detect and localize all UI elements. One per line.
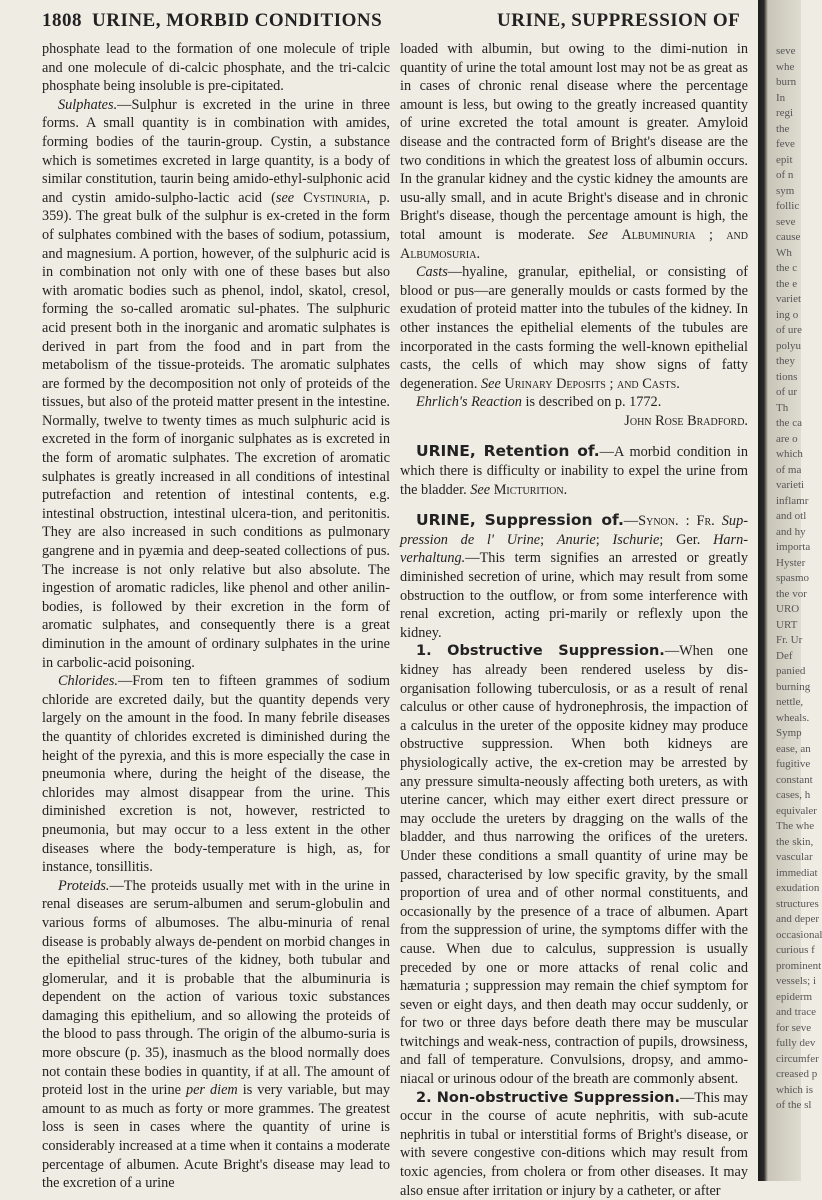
edge-text-fragment: the e [776,277,798,290]
edge-text-fragment: whe [776,60,795,73]
edge-text-fragment: occasional [776,928,822,941]
edge-text-fragment: the [776,122,790,135]
edge-text-fragment: ease, an [776,742,811,755]
cross-reference: Micturition. [493,481,568,498]
edge-text-fragment: which [776,448,803,460]
left-running-title: URINE, MORBID CONDITIONS [92,10,383,31]
edge-text-fragment: for seve [776,1021,812,1034]
edge-text-fragment: fully dev [776,1037,816,1049]
edge-text-fragment: regi [776,107,794,119]
edge-text-fragment: and otl [776,510,807,522]
edge-text-fragment: exudation [776,882,820,894]
edge-text-fragment: wheals. [776,711,810,724]
paragraph-sulphates: Sulphates.—Sulphur is excreted in the urine in three forms. A small quantity is in combination with amides, forming bodies of the taurin-group. Cystin, a substance which is sometimes excreted in large quantity, is a body of similar constitution, taurin being amido-ethyl-sulphonic acid and cystin amido-sulpho-lactic acid (see Cystinuria, p. 359). The great bulk of the sulphur is ex-creted in the form of sulphates combined with the bases of sodium, potassium, and magnesium. A portion, however, of the sulphuric acid is in combination not only with one of these bases but also with aromatic bodies such as phenol, indol, skatol, cresol, forming the so-called aromatic sul-phates. The sulphuric acid present both in the inorganic and aromatic sulphates is derived in part from the food and in part from the metabolism of the tissue-proteids. The aromatic sulphates are formed by the decomposition not only of proteids of the tissues, but also of the proteid matter present in the intestine. Normally, twelve to twenty times as much sulphuric acid is excreted in the form of inorganic sulphates as is excreted in the form of aromatic sulphates. The excretion of aromatic sulphates is greatly increased in all conditions of intestinal putrefaction and retention of intestinal contents, e.g. intestinal obstruction, intestinal ulcera-tion, and peritonitis. They are also increased in such conditions as pulmonary gangrene and in pyæmia and deep-seated collections of pus. The increase is not only relative but also absolute. The ingestion of aromatic radicles, like phenol and other anilin-bodies, is followed by their excretion in the form of aromatic sulphates, and consequently there is a great diminution in the amount of ordinary sulphates in the urine in carbolic-acid poisoning. [42,96,390,671]
author-signature: John Rose Bradford. [624,412,748,429]
cross-reference: Cystinuria [303,189,367,206]
entry-urine-retention: URINE, Retention of.—A morbid condition in which there is difficulty or inability to expel the urine from the bladder. See Micturition. [400,442,748,498]
edge-text-fragment: Wh [776,246,792,259]
edge-text-fragment: and trace [776,1006,816,1018]
edge-text-fragment: and deper [776,913,820,925]
edge-text-fragment: tions [776,370,798,383]
chlorides-heading: Chlorides. [58,673,118,690]
right-column [400,40,748,1200]
edge-text-fragment: epit [776,153,793,166]
edge-text-fragment: URO [776,603,800,615]
edge-text-fragment: Hyster [776,556,806,569]
edge-text-fragment: creased p [776,1068,818,1080]
paragraph-non-obstructive: 2. Non-obstructive Suppression.—This may occur in the course of acute nephritis, with sub-acute nephritis in tubal or interstitial forms of Bright's disease, or with severe congestive con-ditions which may result from toxic agencies, from cholera or from other diseases. It may also ensue after irritation or injury by a catheter, or after [400,1089,749,1199]
edge-text-fragment: curious f [776,944,815,956]
cross-reference: Urinary Deposits ; and Casts. [504,375,680,392]
edge-text-fragment: seve [776,215,796,228]
edge-text-fragment: the vor [776,587,807,600]
edge-text-fragment: Def [776,649,793,662]
edge-text-fragment: of ma [776,463,802,476]
edge-text-fragment: varieti [776,479,805,491]
sulphates-heading: Sulphates. [58,96,118,113]
edge-text-fragment: Symp [776,727,802,739]
edge-text-fragment: the skin, [776,835,814,848]
edge-text-fragment: inflamr [776,494,809,507]
edge-text-fragment: URT [776,618,798,631]
edge-text-fragment: prominent [776,959,822,972]
adjacent-page-edge [758,0,822,1181]
edge-text-fragment: cause [776,231,801,243]
paragraph-obstructive: 1. Obstructive Suppression.—When one kidney has already been rendered useless by dis-organisation following tuberculosis, or as a result of renal calculus or other cause of hydronephrosis, the impaction of a calculus in the ureter of the opposite kidney may produce obstructive suppression. When both kidneys are physiologically active, the ex-cretion may be arrested by any pressure simulta-neously affecting both ureters, as with uterine cancer, which may either exert direct pressure or may occlude the ureters by dragging on the walls of the bladder, and thus narrowing the orifices of the ureters. Under these conditions a small quantity of urine may be passed, characterised by low specific gravity, by the small proportion of urea and of other normal constituents, and occasionally by the presence of a trace of albumen. Apart from the suppression of urine, the symptoms differ with the cause. When due to calculus, suppression is usually preceded by one or more attacks of renal colic and hæmaturia ; suppression may remain the chief symptom for seven or eight days, and then death may occur suddenly, or for two or three days before death there may be muscular twitchings and weak-ness, contraction of pupils, drowsiness, and fall of temperature. Convulsions, dropsy, and ammo-niacal or urinous odour of the breath are commonly absent. [400,643,748,1088]
edge-text-fragment: fugitive [776,758,811,770]
running-header [42,10,762,36]
casts-heading: Casts [416,264,448,281]
page-number: 1808 [42,10,82,31]
edge-text-fragment: the ca [776,417,802,429]
edge-text-fragment: In [776,91,786,104]
edge-text-fragment: ing o [776,308,799,321]
edge-text-fragment: vessels; i [776,975,817,987]
edge-text-fragment: polyu [776,339,802,352]
edge-text-fragment: of ur [776,386,798,398]
edge-text-fragment: follic [776,200,800,212]
edge-text-fragment: sym [776,184,795,197]
cross-reference: Albuminuria ; and Albumosuria. [400,226,748,262]
edge-text-fragment: circumfer [776,1052,819,1065]
edge-text-fragment: of the sl [776,1099,812,1111]
edge-text-fragment: burning [776,680,811,693]
paragraph-casts: Casts—hyaline, granular, epithelial, or consisting of blood or pus—are generally moulds or casts formed by the exudation of proteid matter into the tubules of the kidney. In other instances the epithelial elements of the tubules are incorporated in the casts forming the well-known epithelial casts, the cells of which may show signs of fatty degeneration. See Urinary Deposits ; and Casts. [400,264,748,392]
edge-text-fragment: they [776,355,795,367]
edge-text-fragment: seve [776,45,796,57]
edge-text-fragment: nettle, [776,696,804,708]
paragraph-chlorides: Chlorides.—From ten to fifteen grammes of sodium chloride are excreted daily, but the quantity depends very largely on the amount in the food. In many febrile diseases the quantity of chlorides excreted is diminished during the height of the pyrexia, and this is more especially the case in pneumonia where, during the height of the disease, the chlorides may almost disappear from the urine. This diminished excretion is not, however, restricted to pneumonia, but may occur to a less extent in the other diseases where the body-temperature is high, as, for instance, tonsillitis. [42,673,390,876]
edge-text-fragment: the c [776,262,798,274]
edge-text-fragment: vascular [776,851,813,863]
edge-text-fragment: variet [776,293,802,305]
entry-heading-suppression: URINE, Suppression of. [416,511,624,530]
edge-text-fragment: The whe [776,820,815,832]
edge-text-fragment: epiderm [776,990,813,1003]
edge-text-fragment: immediat [776,866,818,879]
edge-text-fragment: which is [776,1083,813,1096]
left-column [42,40,390,1193]
edge-text-fragment: are o [776,432,798,445]
entry-heading-retention: URINE, Retention of. [416,442,600,461]
edge-text-fragment: Fr. Ur [776,634,803,646]
right-running-title: URINE, SUPPRESSION OF [497,10,741,31]
subheading-obstructive: 1. Obstructive Suppression. [416,643,665,660]
proteids-heading: Proteids. [58,877,110,894]
edge-text-fragment: feve [776,138,795,150]
entry-urine-suppression: URINE, Suppression of.—Synon. : Fr. Sup-pression de l' Urine; Anurie; Ischurie; Ger. Harn-verhaltung.—This term signifies an arrested or greatly diminished secretion of urine, which may result from some obstruction to the outflow, or from some interference with renal excretion, acting pri-marily or reflexly upon the kidney. [400,511,749,641]
edge-text-fragment: burn [776,76,797,88]
subheading-non-obstructive: 2. Non-obstructive Suppression. [416,1089,681,1106]
edge-text-fragment: and hy [776,525,806,538]
edge-text-fragment: of ure [776,324,802,336]
edge-text-fragment: structures [776,897,819,910]
edge-text-fragment: of n [776,169,794,181]
edge-text-fragment: equivaler [776,804,817,817]
paragraph-proteids: Proteids.—The proteids usually met with in the urine in renal diseases are serum-albumen and serum-globulin and various forms of albumoses. The albu-minuria of renal disease is probably always de-pendent on morbid changes in the epithelial struc-tures of the kidney, both tubular and glomerular, and it is probable that the albuminuria is dependent on the action of various toxic substances damaging this epithelium, and so allowing the proteids of the blood to pass through. The origin of the albumo-suria is more obscure (p. 35), inasmuch as the blood normally does not contain these bodies in quantity, if at all. The amount of proteid lost in the urine per diem is very variable, but may amount to as much as forty or more grammes. The greatest loss is seen in cases where the quantity of urine is considerably increased at a time when it contains a moderate percentage of albumen. Acute Bright's disease may lead to the excretion of a urine [42,877,390,1192]
edge-text-fragment: panied [776,665,806,677]
paragraph-phosphate-end: phosphate lead to the formation of one molecule of triple and one molecule of di-calcic phosphate, and the tri-calcic phosphate being insoluble is pre-cipitated. [42,41,390,95]
ehrlich-heading: Ehrlich's Reaction [416,394,522,411]
edge-text-fragment: spasmo [776,572,809,584]
edge-text-fragment: Th [776,401,789,414]
paragraph-ehrlich: Ehrlich's Reaction is described on p. 1772. [416,394,662,411]
edge-text-fragment: cases, h [776,789,811,801]
paragraph-albumin-cont: loaded with albumin, but owing to the dimi-nution in quantity of urine the total amount lost may not be as great as in cases of chronic renal disease where the percentage amount is less, but owing to the greatly increased quantity of urine excreted the total amount is greater. Amyloid disease and the contracted form of Bright's disease are the two conditions in which the greatest loss of albumin occurs. In the granular kidney and the cystic kidney the amounts are usu-ally small, and in acute Bright's disease and in chronic Bright's disease, though the percentage amount is high, the total amount is moderate. See Albuminuria ; and Albumosuria. [400,41,748,262]
edge-text-fragment: constant [776,773,813,786]
edge-text-fragment: importa [776,541,811,553]
